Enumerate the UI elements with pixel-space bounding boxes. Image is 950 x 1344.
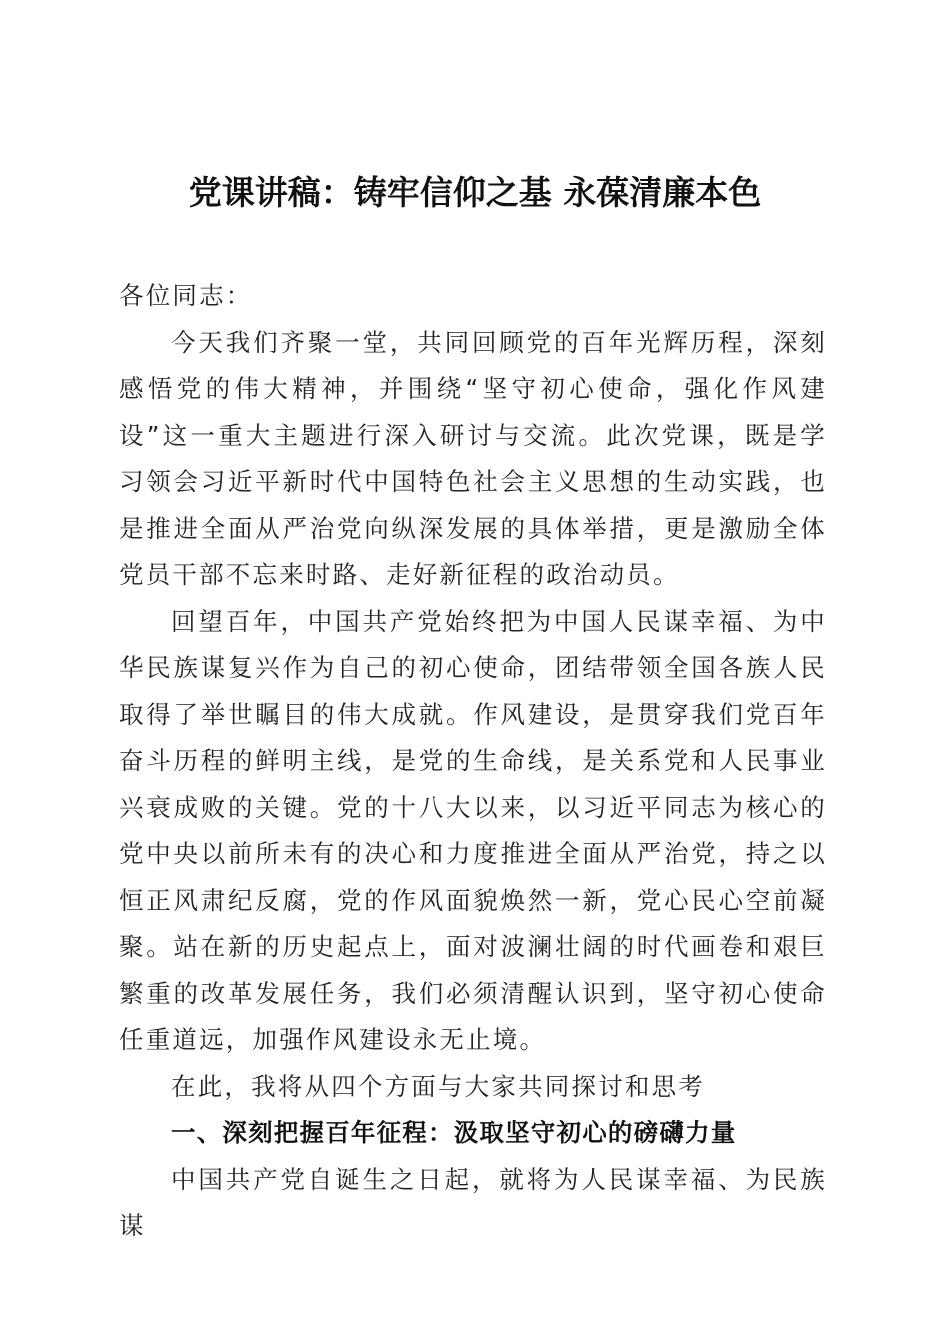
- document-title: 党课讲稿：铸牢信仰之基 永葆清廉本色: [188, 173, 762, 212]
- paragraph-intro: 今天我们齐聚一堂，共同回顾党的百年光辉历程，深刻感悟党的伟大精神，并围绕“坚守初心使命，强化作风建设”这一重大主题进行深入研讨与交流。此次党课，既是学习领会习近平新时代中国特色社会主义思想的生动实践，也是推进全面从严治党向纵深发展的具体举措，更是激励全体党员干部不忘来时路、走好新征程的政治动员。: [119, 327, 827, 589]
- paragraph-outline: 在此，我将从四个方面与大家共同探讨和思考: [171, 1071, 705, 1101]
- document-body: [119, 273, 827, 1250]
- section-heading-1: 一、深刻把握百年征程：汲取坚守初心的磅礴力量: [171, 1118, 737, 1147]
- paragraph-review: 回望百年，中国共产党始终把为中国人民谋幸福、为中华民族谋复兴作为自己的初心使命，团结带领全国各族人民取得了举世瞩目的伟大成就。作风建设，是贯穿我们党百年奋斗历程的鲜明主线，是党的生命线，是关系党和人民事业兴衰成败的关键。党的十八大以来，以习近平同志为核心的党中央以前所未有的决心和力度推进全面从严治党，持之以恒正风肃纪反腐，党的作风面貌焕然一新，党心民心空前凝聚。站在新的历史起点上，面对波澜壮阔的时代画卷和艰巨繁重的改革发展任务，我们必须清醒认识到，坚守初心使命任重道远，加强作风建设永无止境。: [119, 606, 827, 1054]
- section-1-paragraph: 中国共产党自诞生之日起，就将为人民谋幸福、为民族谋: [119, 1164, 827, 1240]
- salutation: 各位同志：: [119, 281, 253, 310]
